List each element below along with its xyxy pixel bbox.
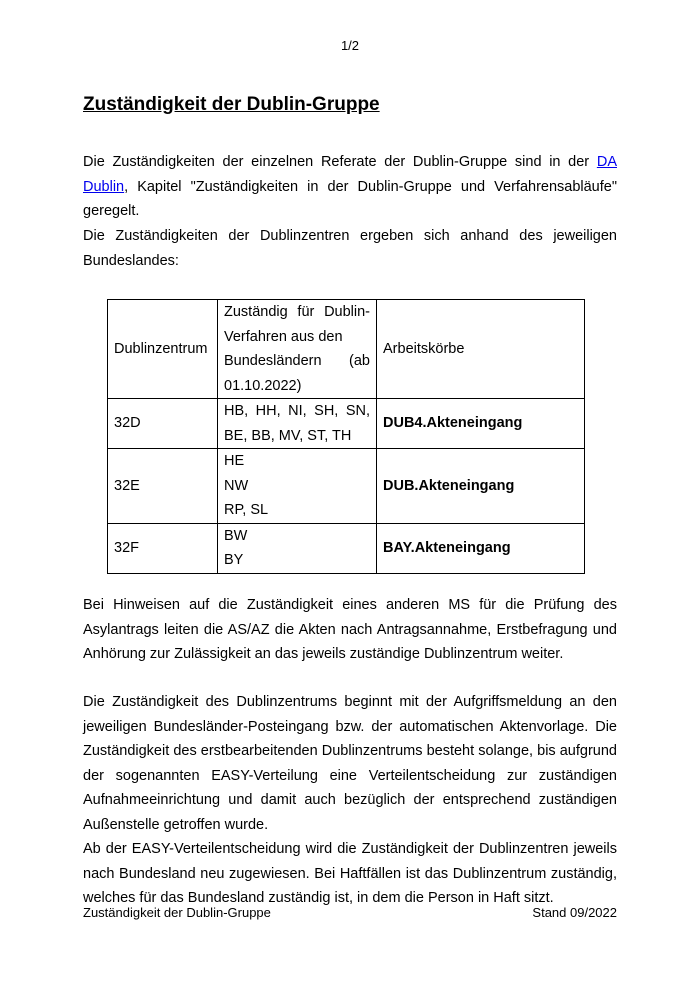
intro-text-before-link: Die Zuständigkeiten der einzelnen Referate der Dublin-Gruppe sind in der: [83, 154, 597, 170]
laender-line: BE, BB, MV, ST, TH: [224, 427, 352, 444]
cell-arbeitskorb: DUB4.Akteneingang: [377, 399, 585, 449]
laender-line: HE: [224, 453, 245, 469]
intro-paragraph: [83, 150, 617, 224]
da-dublin-link[interactable]: DA Dublin: [83, 154, 617, 195]
dublinzentren-table: [107, 299, 585, 574]
cell-arbeitskorb: BAY.Akteneingang: [377, 523, 585, 573]
table-row: [108, 399, 585, 449]
cell-laender: [218, 523, 377, 573]
page-number: 1/2: [340, 38, 360, 53]
bundesland-intro-paragraph: Die Zuständigkeiten der Dublinzentren ergeben sich anhand des jeweiligen Bundeslandes:: [83, 228, 617, 269]
laender-line: BY: [224, 552, 244, 568]
header-arbeitskoerbe: Arbeitskörbe: [377, 300, 585, 399]
header-zustaendig-line: Zuständig für Dublin-: [224, 304, 370, 320]
table-row: [108, 523, 585, 573]
cell-arbeitskorb: DUB.Akteneingang: [377, 449, 585, 524]
hinweise-paragraph: Bei Hinweisen auf die Zuständigkeit eines anderen MS für die Prüfung des Asylantrags leiten die AS/AZ die Akten nach Antragsannahme, Erstbefragung und Anhörung zur Zulässigkeit an das jeweils zuständige Dublinzentrum weiter.: [83, 597, 617, 662]
header-zustaendig-line: Verfahren aus den: [224, 328, 343, 345]
easy-verteilung-paragraph: Ab der EASY-Verteilentscheidung wird die Zuständigkeit der Dublinzentren jeweils nach Bundesland neu zugewiesen. Bei Haftfällen ist das Dublinzentrum zuständig, welches für das Bundesland zuständig ist, in dem die Person in Haft sitzt.: [83, 841, 617, 906]
header-dublinzentrum: Dublinzentrum: [108, 300, 218, 399]
intro-text-after-link: , Kapitel "Zuständigkeiten in der Dublin-Gruppe und Verfahrensabläufe" geregelt.: [83, 178, 617, 219]
footer-version: Stand 09/2022: [532, 905, 617, 920]
footer-document-title: Zuständigkeit der Dublin-Gruppe: [83, 905, 271, 920]
laender-line: RP, SL: [224, 502, 269, 518]
zustaendigkeit-beginn-paragraph: Die Zuständigkeit des Dublinzentrums beginnt mit der Aufgriffsmeldung an den jeweiligen Bundesländer-Posteingang bzw. der automatischen Aktenvorlage. Die Zuständigkeit des erstbearbeitenden Dublinzentrums besteht solange, bis aufgrund der sogenannten EASY-Verteilung eine Verteilentscheidung zur zuständigen Aufnahmeeinrichtung und damit auch bezüglich der entsprechend zuständigen Außenstelle getroffen wurde.: [83, 694, 617, 833]
cell-zentrum: 32E: [108, 449, 218, 524]
cell-laender: [218, 449, 377, 524]
cell-zentrum: 32F: [108, 523, 218, 573]
cell-zentrum: 32D: [108, 399, 218, 449]
laender-line: HB, HH, NI, SH, SN,: [224, 403, 370, 419]
laender-line: BW: [224, 527, 248, 544]
header-zustaendig-line: 01.10.2022): [224, 377, 302, 394]
header-zustaendig: [218, 300, 377, 399]
page-title: Zuständigkeit der Dublin-Gruppe: [83, 94, 380, 115]
laender-line: NW: [224, 477, 249, 494]
cell-laender: [218, 399, 377, 449]
table-row: [108, 449, 585, 524]
header-zustaendig-line: Bundesländern (ab: [224, 353, 370, 369]
table-header-row: [108, 300, 585, 399]
